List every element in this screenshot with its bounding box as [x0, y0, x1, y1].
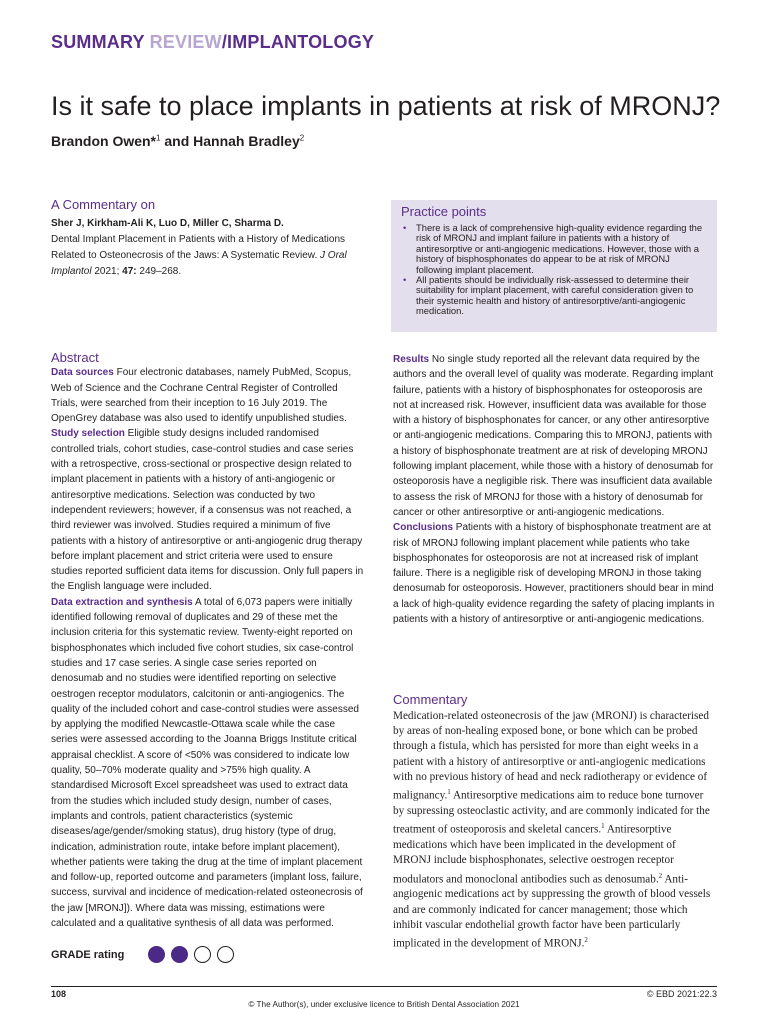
reference-marker: 1	[447, 788, 451, 797]
commentary-text: Antiresorptive medications which have been implicated in the development of MRONJ include bisphosphonates, selective oestrogen receptor modulators and monoclonal antibodies such as denosumab.	[393, 823, 676, 886]
commentary-on-heading: A Commentary on	[51, 197, 156, 212]
commentary-heading: Commentary	[393, 692, 468, 707]
section-tag-summary: SUMMARY	[51, 32, 150, 52]
commentary-body	[393, 709, 716, 952]
reference-marker: 2	[658, 871, 663, 880]
author-2-affiliation: 2	[299, 133, 305, 143]
page-number: 108	[51, 989, 67, 999]
cited-journal: J Oral Implantol	[51, 250, 347, 277]
footer-divider	[51, 986, 717, 987]
commentary-text: Anti-angiogenic medications act by suppressing the growth of blood vessels and are commonly indicated for cancer management; those which inhibit vascular endothelial growth factor have been particularly implicated in the development of MRONJ.	[393, 873, 711, 950]
results-text: No single study reported all the relevant data required by the authors and the overall level of quality was moderate. Regarding implant failure, patients with a history of bisphosphonates for osteoporosis are not at increased risk. However, insufficient data was available for those with a history of bisphosphonates for cancer, or any other antiresorptive or anti-angiogenic medications. Comparing this to MRONJ, patients with a history of bisphosphonate treatment are at risk of developing MRONJ following implant placement, while those with a history of denosumab for osteoporosis have a negligible risk. There was insufficient data available to assess the risk of MRONJ for those with a history of denosumab for cancer or other antiresorptive or anti-angiogenic medications.	[393, 354, 714, 518]
data-extraction-label: Data extraction and synthesis	[51, 596, 193, 608]
cited-pages: 249–268.	[136, 266, 182, 277]
grade-dot-filled	[171, 946, 188, 963]
reference-marker: 1	[601, 822, 605, 831]
cited-title: Dental Implant Placement in Patients with a History of Medications Related to Osteonecrosis of the Jaws: A Systematic Review.	[51, 234, 346, 261]
journal-citation: © EBD 2021:22.3	[646, 989, 717, 999]
author-2: Hannah Bradley	[193, 133, 300, 149]
practice-points-list	[401, 223, 707, 317]
grade-dot-filled	[148, 946, 165, 963]
author-line	[51, 133, 304, 149]
cited-volume: 47:	[122, 266, 137, 277]
grade-rating-dots	[148, 946, 240, 963]
commentary-section	[393, 692, 716, 952]
results-label: Results	[393, 354, 430, 365]
section-tag	[51, 32, 374, 53]
data-sources-text: Four electronic databases, namely PubMed, Scopus, Web of Science and the Cochrane Central Register of Controlled Trials, were searched from their inception to 16 July 2019. The OpenGrey database was also used to identify unpublished studies.	[51, 367, 352, 425]
copyright-notice: © The Author(s), under exclusive licence to British Dental Association 2021	[248, 1000, 520, 1009]
abstract-data-sources	[51, 365, 364, 426]
commentary-on-block	[51, 197, 371, 280]
abstract-study-selection	[51, 426, 364, 594]
study-selection-label: Study selection	[51, 428, 125, 440]
grade-dot-empty	[217, 946, 234, 963]
grade-dot-empty	[194, 946, 211, 963]
commentary-text: Antiresorptive medications aim to reduce bone turnover by supressing osteoclastic activity, and are commonly indicated for the treatment of osteoporosis and skeletal cancers.	[393, 789, 710, 836]
cited-year: 2021;	[91, 266, 123, 277]
article-title: Is it safe to place implants in patients at risk of MRONJ?	[51, 91, 721, 121]
data-extraction-text: A total of 6,073 papers were initially identified following removal of duplicates and 29 of these met the inclusion criteria for this systematic review. Twenty-eight reported on bisphosphonates which included five cohort studies, six case-control studies and 17 case series. A single case series reported on denosumab and no studies were identified reporting on selective oestrogen receptor modulators, calcitonin or anti-angiogenics. The quality of the included cohort and case-control studies were assessed by applying the modified Newcastle-Ottawa scale while the case series were assessed according to the Joanna Briggs Institute critical appraisal checklist. A score of <50% was considered to indicate low quality, 50–70% moderate quality and >75% high quality. A standardised Microsoft Excel spreadsheet was used to extract data from the studies which included study design, number of cases, implants and controls, patient characteristics (systemic diseases/age/gender/smoking status), drug history (type of drug, indication, administration route, intake before implant placement), whether patients were taking the drug at the time of implant placement and follow-up, reported outcome and parameters (implant loss, failure, success, survival and incidence of medication-related osteonecrosis of the jaw [MRONJ]). Where data was missing, estimations were calculated and a qualitative synthesis of all data was performed.	[51, 596, 363, 929]
author-joiner: and	[160, 133, 194, 149]
results-paragraph	[393, 352, 716, 520]
section-tag-review: REVIEW	[149, 32, 222, 52]
data-sources-label: Data sources	[51, 367, 114, 379]
study-selection-text: Eligible study designs included randomised controlled trials, cohort studies, case-control studies and case series with a retrospective, cross-sectional or prospective design related to implant placement in patients with a history of anti-angiogenic or antiresorptive medications. Selection was conducted by two independent reviewers; however, if a consensus was not reached, a third reviewer was involved. Studies required a minimum of five patients with a history of antiresorptive or anti-angiogenic drug therapy before implant placement and strict criteria were used to ensure studies reported sufficient data items for discussion. Only full papers in the English language were included.	[51, 428, 364, 593]
grade-rating-label: GRADE rating	[51, 948, 125, 961]
practice-points-box	[391, 200, 717, 332]
author-1-affiliation: 1	[156, 133, 161, 143]
practice-points-heading: Practice points	[401, 204, 487, 219]
cited-authors: Sher J, Kirkham-Ali K, Luo D, Miller C, Sharma D.	[51, 218, 284, 229]
grade-rating	[51, 946, 240, 963]
abstract-column	[51, 350, 364, 931]
conclusions-paragraph	[393, 520, 716, 627]
reference-marker: 2	[584, 936, 588, 945]
abstract-heading: Abstract	[51, 350, 99, 365]
practice-point: • All patients should be individually risk-assessed to determine their suitability for implant placement, with careful consideration given to their systemic health and history of antiresorptive/anti-angiogenic medication.	[401, 275, 707, 317]
conclusions-text: Patients with a history of bisphosphonate treatment are at risk of MRONJ following implant placement while patients who take bisphosphonates for osteoporosis are not at increased risk of implant failure. There is a negligible risk of developing MRONJ in those taking denosumab for osteoporosis. However, practitioners should bear in mind a lack of high-quality evidence regarding the safety of placing implants in patients with a history of antiresorptive or anti-angiogenic medications.	[393, 522, 715, 626]
practice-point: • There is a lack of comprehensive high-quality evidence regarding the risk of MRONJ and implant failure in patients with a history of antiresorptive or anti-angiogenic medications. However, those with a history of bisphosphonates do appear to be at risk of MRONJ following implant placement.	[401, 223, 707, 275]
author-1: Brandon Owen*	[51, 133, 157, 149]
commentary-text: Medication-related osteonecrosis of the jaw (MRONJ) is characterised by areas of non-healing exposed bone, or bone which can be probed through a fistula, which has persisted for more than eight weeks in a patient with a history of antiresorptive or anti-angiogenic medications with no previous history of head and neck radiotherapy or evidence of malignancy.	[393, 710, 709, 802]
conclusions-label: Conclusions	[393, 522, 454, 534]
section-tag-implantology: /IMPLANTOLOGY	[221, 32, 375, 52]
results-column	[393, 352, 716, 627]
cited-reference	[51, 232, 371, 280]
abstract-data-extraction	[51, 595, 364, 932]
